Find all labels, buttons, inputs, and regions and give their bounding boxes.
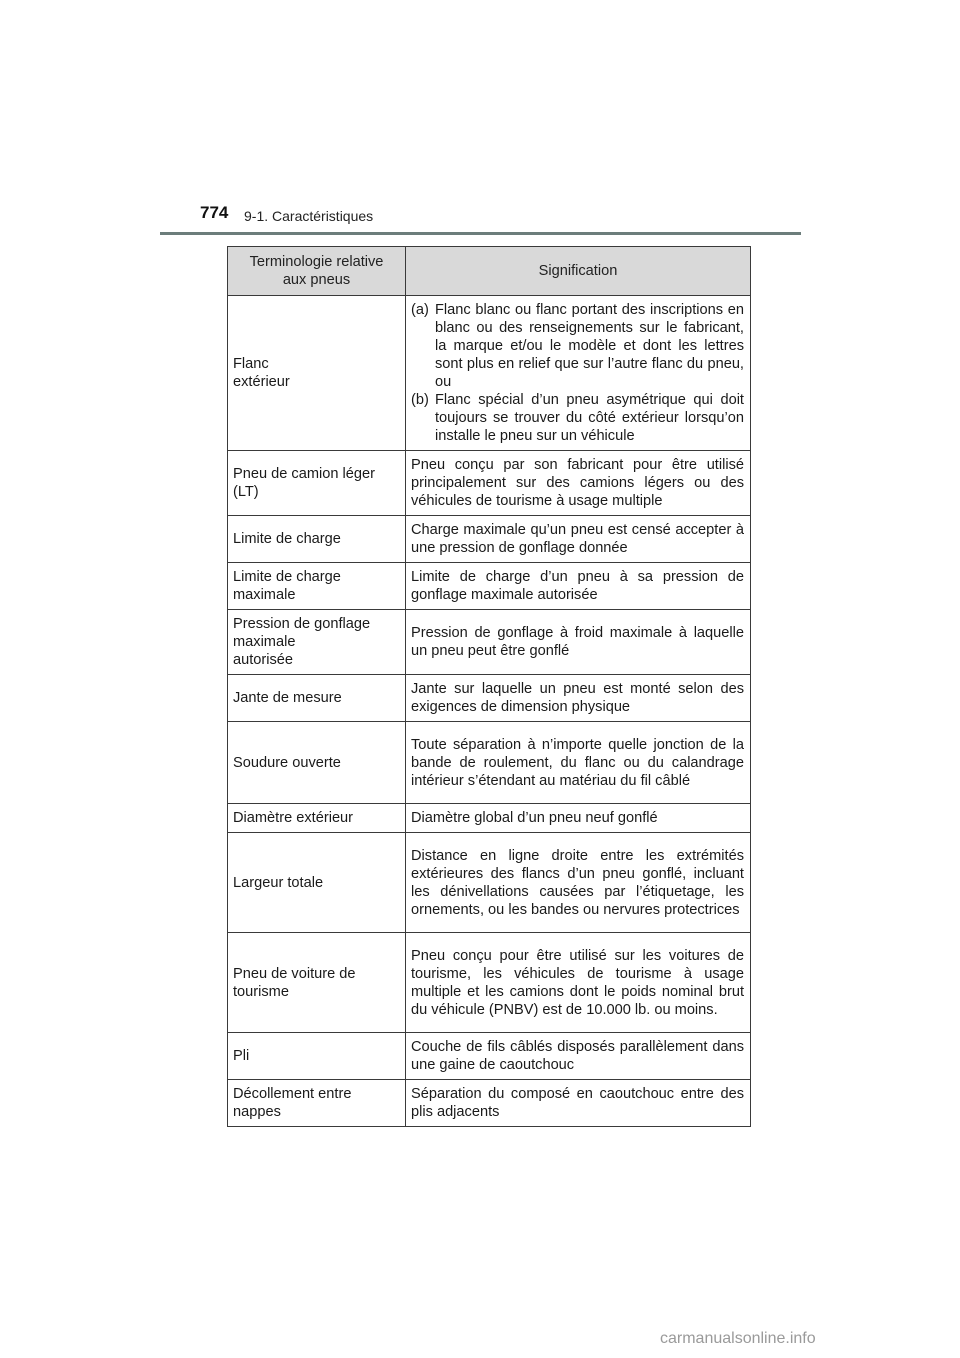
meaning-cell: Pneu conçu par son fabricant pour être utilisé principalement sur des camions légers ou des véhicules de tourisme à usage multiple [406,451,751,516]
table-row [228,804,751,833]
table-row [228,610,751,675]
table-row [228,675,751,722]
meaning-cell: Toute séparation à n’importe quelle jonction de la bande de roulement, du flanc ou du calandrage intérieur s’étendant au matériau du fil câblé [406,722,751,804]
column-header-term: Terminologie relative aux pneus [228,247,406,296]
meaning-cell: Couche de fils câblés disposés parallèlement dans une gaine de caoutchouc [406,1033,751,1080]
table-row [228,296,751,451]
meaning-cell: Distance en ligne droite entre les extrémités extérieures des flancs d’un pneu gonflé, incluant les dénivellations causées par l’étiquetage, les ornements, ou les bandes ou nervures protectrices [406,833,751,933]
table-row [228,451,751,516]
table-row [228,1080,751,1127]
list-marker: (a) [411,302,429,318]
list-marker: (b) [411,392,429,408]
list-text: Flanc blanc ou flanc portant des inscriptions en blanc ou des renseignements sur le fabricant, la marque et/ou le modèle et dont les lettres sont plus en relief que sur l’autre flanc du pneu, ou [435,302,744,390]
meaning-cell: Diamètre global d’un pneu neuf gonflé [406,804,751,833]
header-rule [160,232,801,235]
list-text: Flanc spécial d’un pneu asymétrique qui doit toujours se trouver du côté extérieur lorsqu’on installe le pneu sur un véhicule [435,392,744,444]
term-cell: Pli [228,1033,406,1080]
meaning-cell: Jante sur laquelle un pneu est monté selon des exigences de dimension physique [406,675,751,722]
term-cell: Limite de charge [228,516,406,563]
term-cell: Diamètre extérieur [228,804,406,833]
terminology-table [227,246,751,1127]
table-row [228,563,751,610]
table-row [228,1033,751,1080]
table-row [228,516,751,563]
meaning-cell: Pression de gonflage à froid maximale à laquelle un pneu peut être gonflé [406,610,751,675]
term-cell: Pression de gonflage maximale autorisée [228,610,406,675]
meaning-cell: Pneu conçu pour être utilisé sur les voitures de tourisme, les véhicules de tourisme à usage multiple et les camions dont le poids nominal brut du véhicule (PNBV) est de 10.000 lb. ou moins. [406,933,751,1033]
page-number: 774 [200,203,229,222]
table-row [228,722,751,804]
term-cell: Jante de mesure [228,675,406,722]
term-cell: Pneu de camion léger (LT) [228,451,406,516]
table-row [228,833,751,933]
meaning-cell: Limite de charge d’un pneu à sa pression de gonflage maximale autorisée [406,563,751,610]
term-cell: Décollement entre nappes [228,1080,406,1127]
table-header-row [228,247,751,296]
column-header-meaning: Signification [406,247,751,296]
meaning-cell: Séparation du composé en caoutchouc entre des plis adjacents [406,1080,751,1127]
term-cell: Pneu de voiture de tourisme [228,933,406,1033]
table-row [228,933,751,1033]
watermark: carmanualsonline.info [660,1330,816,1347]
term-cell: Flanc extérieur [228,296,406,451]
term-cell: Limite de charge maximale [228,563,406,610]
meaning-cell [406,296,751,451]
meaning-cell: Charge maximale qu’un pneu est censé accepter à une pression de gonflage donnée [406,516,751,563]
term-cell: Largeur totale [228,833,406,933]
section-title: 9-1. Caractéristiques [244,208,374,224]
list-item [411,391,744,445]
list-item [411,301,744,391]
term-cell: Soudure ouverte [228,722,406,804]
